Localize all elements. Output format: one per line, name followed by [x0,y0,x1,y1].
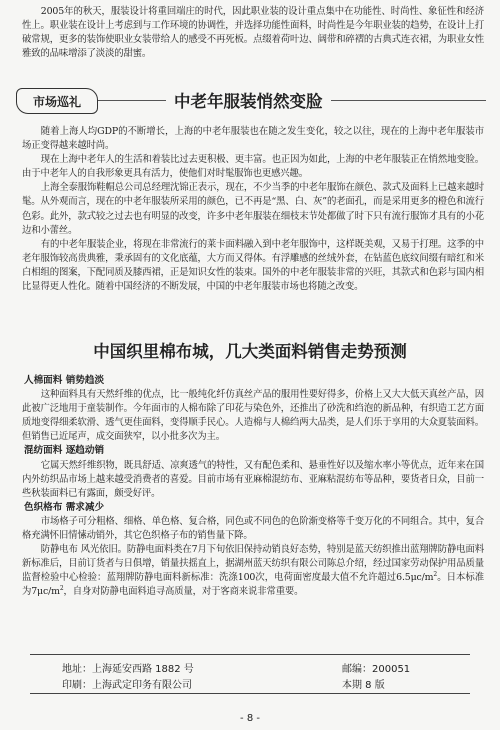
superscript: 2 [433,571,438,579]
antistatic-paragraph [22,543,484,599]
antistatic-text: 。日本标准为7μc/m [22,572,484,598]
subheading: 人棉面料 销势趋淡 [24,375,105,386]
section1-paragraph: 上海全泰服饰鞋帽总公司总经理沈锦正表示，现在，不少当季的中老年服饰在颜色、款式及面料上已越来越时髦。从外观而言，现在的中老年服装所采用的颜色，已不再是“黑、白、灰”的老面孔，而是采用更多的橙色和流行色彩。此外，款式较之过去也有明显的改变，许多中老年服装在细枝末节处都做了时下只有流行服饰才具有的小花边和小蕾丝。 [22,182,484,236]
section1-paragraph: 随着上海人均GDP的不断增长，上海的中老年服装也在随之发生变化，较之以往，现在的上海中老年服装市场正变得越来越时尚。 [22,126,484,152]
superscript: 2 [59,585,64,593]
section1-title: 中老年服装悄然变脸 [166,88,331,112]
footer-postcode: 邮编：200051 [342,664,411,675]
page-number: - 8 - [240,713,260,724]
section1-paragraph: 有的中老年服装企业，将现在非常流行的莱卡面料融入到中老年服饰中，这样既美观，又易于打理。这季的中老年服饰较高贵典雅，秉承固有的文化底蕴，大方而又得体。有浮雕感的丝绒外套，在钻蓝色底纹间缀有暗红和米白相组的图案，下配同质及膝西裙，正是知识女性的装束。国外的中老年服装非常的兴旺，其款式和色彩与国内相比显得更人性化。随着中国经济的不断发展，中国的中老年服装市场也将随之改变。 [22,238,484,293]
section2-paragraph: 这种面料具有天然纤维的优点，比一般纯化纤仿真丝产品的服用性要好得多，价格上又大大低天真丝产品，因此被广泛地用于童装制作。今年面市的人棉布除了印花与染色外，还推出了砂洗和绉泡的新品种，有织造工艺方面质地变得细柔软滑、透气更佳面料，变得顺手民心。人造棉与人棉绉两大品类，是人们乐于享用的大众夏装面料。但销售已近尾声，成交面狭窄，以小批多次为主。 [22,389,484,443]
column-badge: 市场巡礼 [16,88,98,114]
antistatic-text: ，自身对防静电面料追寻高质量，对于客商来说非常重要。 [63,586,304,598]
footer-rule-bottom [30,693,470,694]
subheading: 色织格布 需求减少 [24,501,105,513]
footer-address: 地址：上海延安西路 1882 号 [62,664,194,675]
section1-header [16,86,486,116]
section2-body [22,374,484,600]
antistatic-text: 防静电布 风光依旧。防静电面料类在7月下旬依旧保持动销良好态势，特别是蓝天纺织推出蓝翔牌防静电面料新标准后，目前订货者与日俱增，销量扶摇直上，据湖州蓝天纺织有限公司陈总介绍，经过国家劳动保护用品质量监督检验中心检验：蓝翔牌防静电面料新标准：洗涤100次，电荷面密度最大值不允许超过6.5μc/m [22,544,484,584]
subheading: 混纺面料 逐趋动销 [24,445,105,457]
intro-section [22,5,484,61]
section2-paragraph: 它属天然纤维织物，既具舒适、凉爽透气的特性，又有配色柔和、悬垂性好以及缩水率小等优点，近年来在国内外纺织品市场上越来越受消费者的喜爱。目前市场有亚麻棉混纺布、亚麻粘混纺布等品种，要货者日众，目前一些秋装面料已有露面，颇受好评。 [22,459,484,499]
section2-paragraph: 市场格子可分粗格、细格、单色格、复合格，同色或不同色的色阶渐变格等千变万化的不同组合。其中，复合格充满怀旧情愫动销外，其它色织格子布的销售量下降。 [22,515,484,542]
section1-paragraph: 现在上海中老年人的生活和着装比过去更积极、更丰富。也正因为如此，上海的中老年服装正在悄然地变脸。由于中老年人的自我形象更具有活力，使他们对时髦服饰也更感兴趣。 [22,154,484,180]
footer-pages: 本期 8 版 [342,680,385,691]
footer-rule-top [30,654,470,655]
footer-printer: 印刷：上海武定印务有限公司 [62,680,192,691]
section2-title: 中国织里棉布城，几大类面料销售走势预测 [93,342,407,361]
intro-paragraph: 2005年的秋天，服装设计将重回端庄的时代，因此职业装的设计重点集中在功能性、时尚性、象征性和经济性上。职业装在设计上考虑到与工作环境的协调性，并选择功能性面料，时尚性是今年职业装的趋势，在设计上打破常规，更多的装饰使职业女装带给人的感受不再死板。点缀着荷叶边、阔带和碎褶的古典式连衣裙，为职业女性雅致的品味增添了淡淡的甜蜜。 [22,6,484,60]
section1-body [22,125,484,294]
